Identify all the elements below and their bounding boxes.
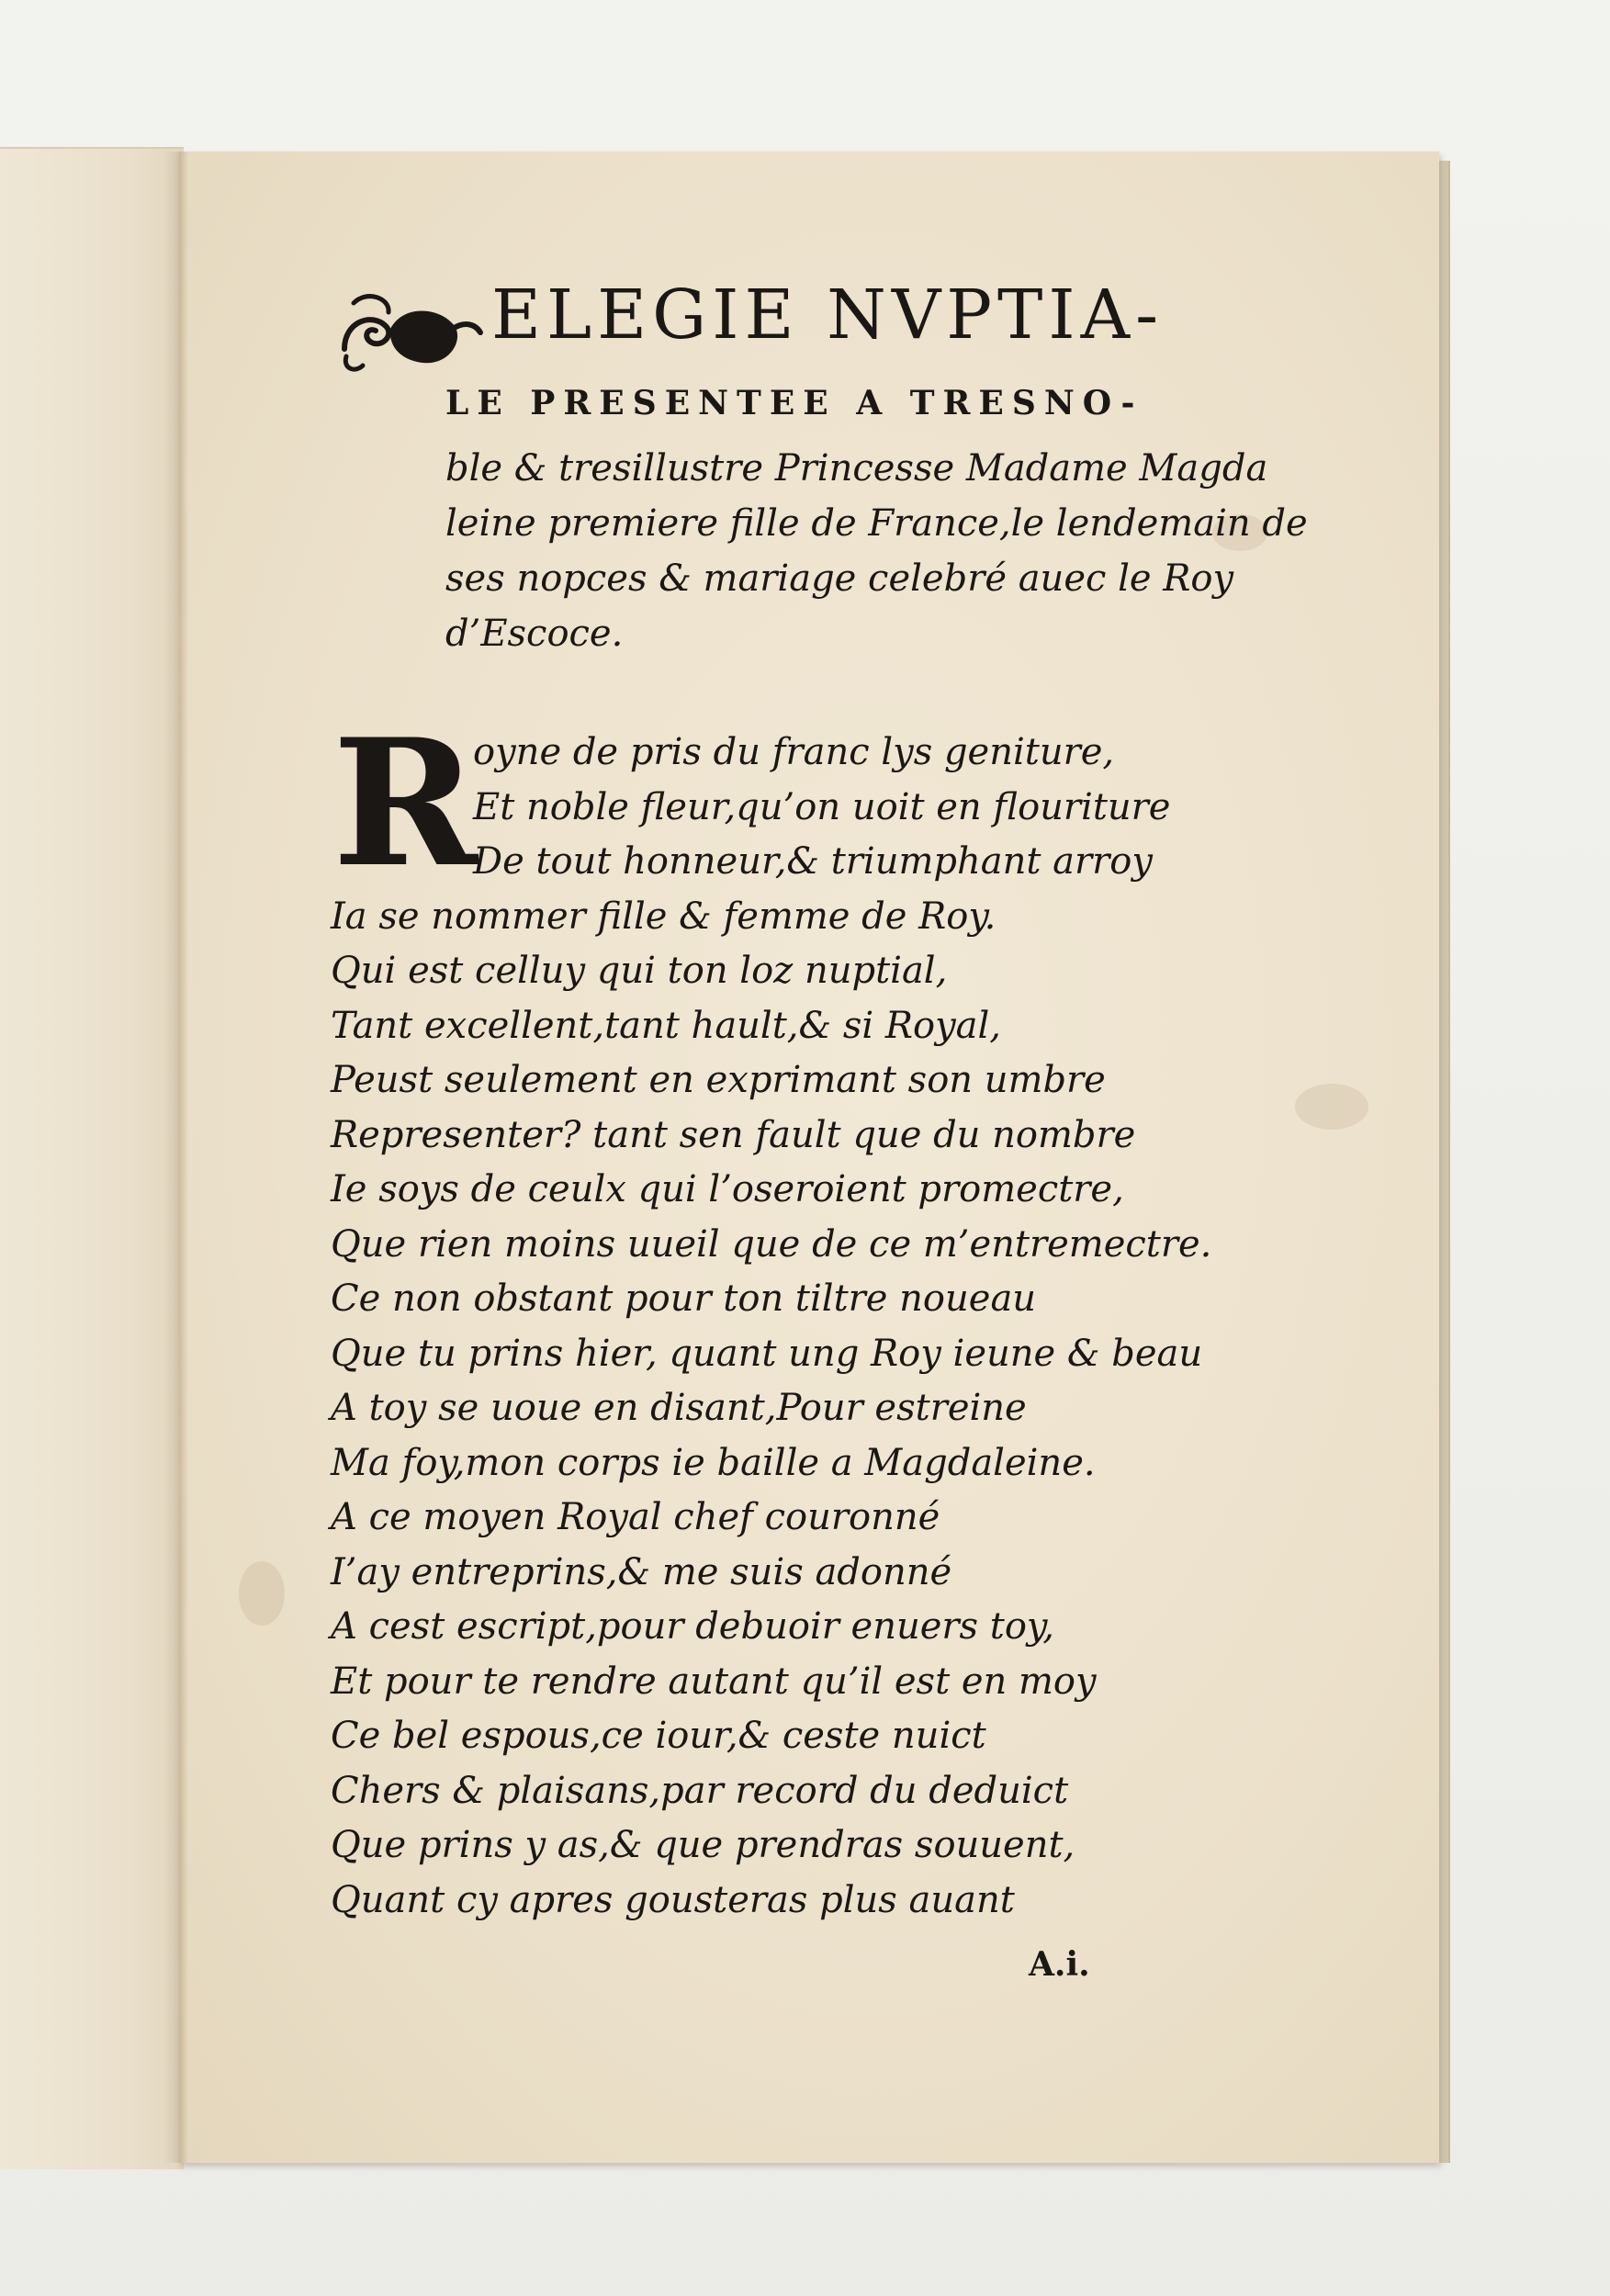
poem-line: A cest escript,pour debuoir enuers toy, bbox=[331, 1605, 1054, 1648]
poem-line: Representer? tant sen fault que du nombre bbox=[331, 1113, 1136, 1156]
poem-line: Ce non obstant pour ton tiltre noueau bbox=[331, 1277, 1037, 1320]
poem-line: Que tu prins hier, quant ung Roy ieune & beau bbox=[331, 1332, 1203, 1375]
dedication-line: d’Escoce. bbox=[445, 613, 624, 655]
foxing-spot bbox=[1295, 1084, 1368, 1130]
dedication-line: ble & tresillustre Princesse Madame Magda bbox=[445, 447, 1268, 490]
poem-line: Tant excellent,tant hault,& si Royal, bbox=[331, 1004, 1002, 1047]
gutter bbox=[179, 152, 188, 2163]
poem-line: Ce bel espous,ce iour,& ceste nuict bbox=[331, 1715, 986, 1757]
dedication-line: ses nopces & mariage celebré auec le Roy bbox=[445, 557, 1234, 600]
poem-line: Ia se nommer fille & femme de Roy. bbox=[331, 895, 996, 938]
poem-line: Quant cy apres gousteras plus auant bbox=[331, 1878, 1015, 1921]
poem-line: Que rien moins uueil que de ce m’entremectre. bbox=[331, 1222, 1212, 1266]
poem-line: Et pour te rendre autant qu’il est en moy bbox=[331, 1660, 1097, 1703]
poem-line: Ma foy,mon corps ie baille a Magdaleine. bbox=[331, 1441, 1096, 1484]
dedication-text bbox=[445, 441, 1308, 661]
poem-line: oyne de pris du franc lys geniture, bbox=[473, 731, 1115, 773]
signature-mark: A.i. bbox=[1029, 1945, 1090, 1984]
dedication-line: leine premiere fille de France,le lendemain de bbox=[445, 502, 1308, 545]
subtitle-line: LE PRESENTEE A TRESNO- bbox=[445, 384, 1143, 422]
poem-line: Que prins y as,& que prendras souuent, bbox=[331, 1824, 1075, 1866]
poem-line: Qui est celluy qui ton loz nuptial, bbox=[331, 950, 948, 992]
poem-line: Peust seulement en exprimant son umbre bbox=[331, 1059, 1106, 1101]
poem-line: Ie soys de ceulx qui l’oseroient promectre, bbox=[331, 1168, 1124, 1210]
drop-cap: R bbox=[332, 701, 478, 906]
poem-line: I’ay entreprins,& me suis adonné bbox=[331, 1550, 952, 1593]
poem-line: Chers & plaisans,par record du deduict bbox=[331, 1769, 1069, 1812]
poem-body bbox=[331, 726, 1277, 1928]
foxing-spot bbox=[239, 1561, 285, 1626]
poem-line: De tout honneur,& triumphant arroy bbox=[473, 840, 1153, 883]
page-title: ELEGIE NVPTIA- bbox=[491, 276, 1165, 355]
poem-line: Et noble fleur,qu’on uoit en flouriture bbox=[473, 785, 1171, 828]
left-page bbox=[0, 147, 184, 2169]
fleuron-icon bbox=[335, 285, 487, 377]
poem-line: A toy se uoue en disant,Pour estreine bbox=[331, 1387, 1027, 1429]
poem-line: A ce moyen Royal chef couronné bbox=[331, 1496, 940, 1538]
